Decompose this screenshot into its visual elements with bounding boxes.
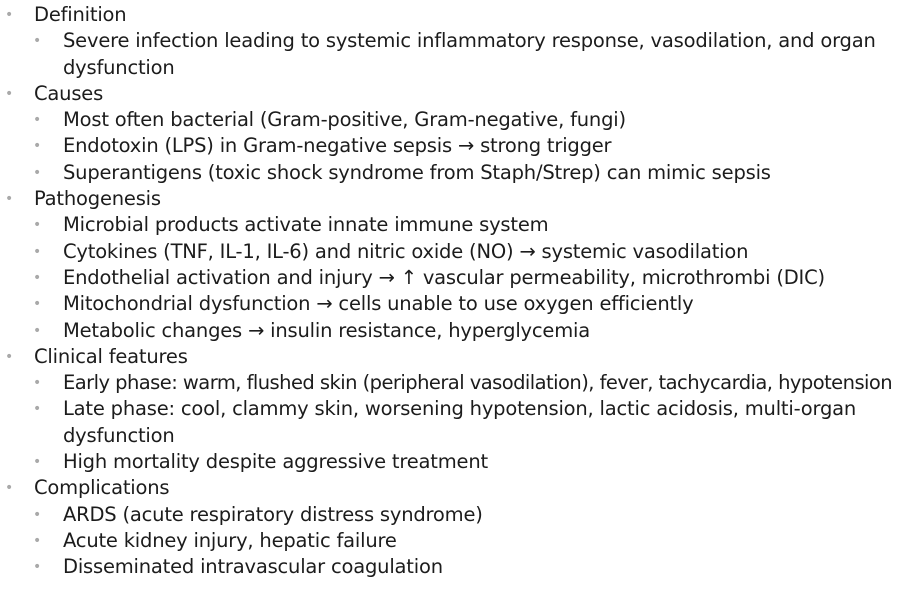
bullet-icon: • — [33, 401, 42, 418]
item-text: Mitochondrial dysfunction → cells unable to use oxygen efficiently — [63, 292, 694, 316]
item-text: Acute kidney injury, hepatic failure — [63, 528, 397, 552]
section-heading: Clinical features — [34, 344, 188, 368]
bullet-icon: • — [33, 322, 42, 339]
list-item — [0, 396, 918, 449]
item-text: Late phase: cool, clammy skin, worsening hypotension, lactic acidosis, multi-organ dysfunction — [63, 397, 857, 447]
bullet-icon: • — [33, 532, 42, 549]
list-item — [0, 265, 918, 291]
list-item — [0, 291, 918, 317]
section-definition — [0, 2, 918, 28]
section-heading: Causes — [34, 81, 104, 105]
item-text: Most often bacterial (Gram-positive, Gram-negative, fungi) — [63, 108, 626, 132]
outline-list — [0, 2, 918, 581]
bullet-icon: • — [5, 7, 14, 23]
item-text: High mortality despite aggressive treatment — [63, 450, 488, 474]
bullet-icon: • — [33, 375, 42, 392]
bullet-icon: • — [33, 217, 42, 234]
bullet-icon: • — [33, 33, 42, 50]
item-text: Disseminated intravascular coagulation — [63, 555, 443, 579]
section-pathogenesis — [0, 186, 918, 212]
bullet-icon: • — [33, 454, 42, 471]
list-item — [0, 133, 918, 159]
list-item — [0, 370, 918, 396]
item-text: Cytokines (TNF, IL-1, IL-6) and nitric oxide (NO) → systemic vasodilation — [63, 239, 749, 263]
item-text: Endothelial activation and injury → ↑ vascular permeability, microthrombi (DIC) — [63, 265, 825, 289]
section-heading: Pathogenesis — [34, 187, 161, 211]
list-item — [0, 554, 918, 580]
section-heading: Complications — [34, 476, 170, 500]
item-text: Early phase: warm, flushed skin (peripheral vasodilation), fever, tachycardia, hypotension — [63, 371, 893, 395]
bullet-icon: • — [33, 296, 42, 313]
item-text: Metabolic changes → insulin resistance, hyperglycemia — [63, 318, 590, 342]
section-causes — [0, 81, 918, 107]
bullet-icon: • — [33, 243, 42, 260]
list-item — [0, 212, 918, 238]
section-clinical-features — [0, 344, 918, 370]
bullet-icon: • — [5, 191, 14, 208]
list-item — [0, 318, 918, 344]
bullet-icon: • — [33, 112, 42, 129]
list-item — [0, 528, 918, 554]
list-item — [0, 160, 918, 186]
section-complications — [0, 475, 918, 501]
item-text: Superantigens (toxic shock syndrome from Staph/Strep) can mimic sepsis — [63, 160, 771, 184]
list-item — [0, 449, 918, 475]
item-text: Microbial products activate innate immune system — [63, 213, 549, 237]
bullet-icon: • — [33, 269, 42, 286]
bullet-icon: • — [33, 164, 42, 181]
item-text: ARDS (acute respiratory distress syndrome) — [63, 502, 483, 526]
bullet-icon: • — [33, 559, 42, 576]
bullet-icon: • — [5, 348, 14, 365]
bullet-icon: • — [5, 480, 14, 497]
section-heading: Definition — [34, 3, 127, 26]
bullet-icon: • — [33, 506, 42, 523]
bullet-icon: • — [33, 138, 42, 155]
list-item — [0, 502, 918, 528]
list-item — [0, 28, 918, 81]
bullet-icon: • — [5, 85, 14, 102]
item-text: Endotoxin (LPS) in Gram-negative sepsis → strong trigger — [63, 134, 612, 158]
item-text: Severe infection leading to systemic inflammatory response, vasodilation, and organ dysfunction — [63, 29, 876, 79]
list-item — [0, 239, 918, 265]
list-item — [0, 107, 918, 133]
